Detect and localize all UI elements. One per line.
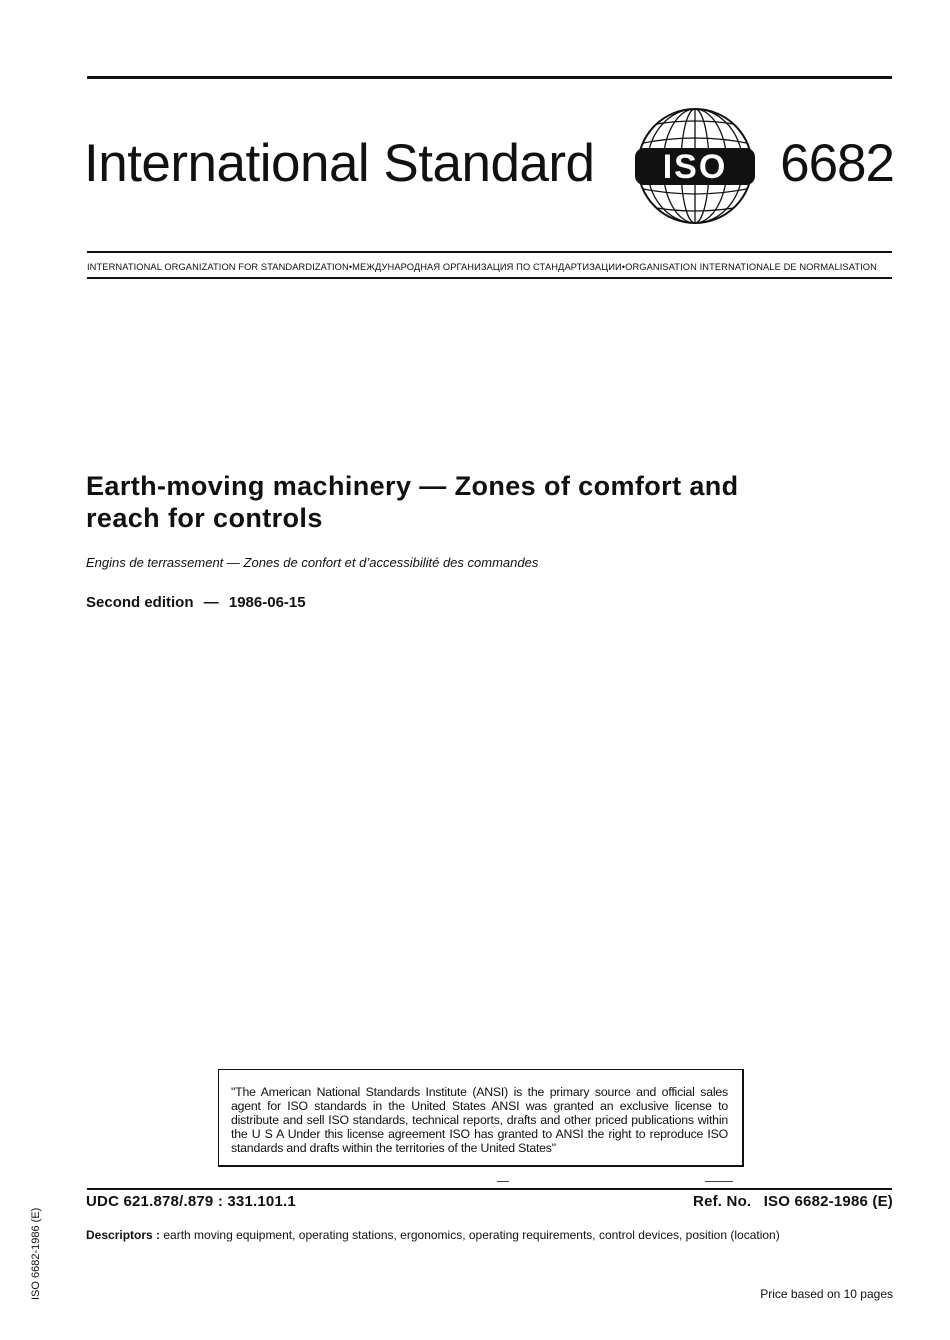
ref-value: ISO 6682-1986 (E) [763, 1193, 893, 1210]
edition-date: 1986-06-15 [228, 594, 306, 611]
ansi-notice-box: "The American National Standards Institute (ANSI) is the primary source and official sales agent for ISO standards in the United States ANSI was granted an exclusive license to distribute and sell ISO standards, technical reports, drafts and other priced publications within the U S A Under this license agreement ISO has granted to ANSI the right to reproduce ISO standards and drafts within the territories of the United States" [218, 1069, 744, 1167]
organization-line: INTERNATIONAL ORGANIZATION FOR STANDARDIZATION•МЕЖДУНАРОДНАЯ ОРГАНИЗАЦИЯ ПО СТАНДАРТИЗАЦИИ•ORGANISATION INTERNATIONALE DE NORMALISATION [87, 262, 877, 272]
ref-label: Ref. No. [693, 1193, 752, 1210]
udc-code: UDC 621.878/.879 : 331.101.1 [86, 1193, 296, 1210]
footer-tick-right [705, 1181, 733, 1182]
page-title: International Standard [84, 134, 595, 193]
side-reference: ISO 6682-1986 (E) [30, 1207, 42, 1300]
iso-logo [635, 106, 755, 226]
edition-info [86, 594, 306, 611]
reference-number [693, 1193, 893, 1210]
edition-separator: — [203, 594, 219, 611]
header-rule-top [87, 251, 892, 253]
standard-number: 6682 [780, 134, 894, 193]
descriptors-label: Descriptors : [86, 1228, 161, 1242]
edition-label: Second edition [86, 594, 194, 611]
descriptors [86, 1228, 780, 1242]
header-rule-bottom [87, 277, 892, 279]
top-rule [87, 76, 892, 79]
document-title: Earth-moving machinery — Zones of comfort and reach for controls [86, 471, 739, 533]
french-subtitle: Engins de terrassement — Zones de confort et d’accessibilité des commandes [86, 555, 539, 570]
footer-rule [87, 1188, 892, 1190]
descriptors-text: earth moving equipment, operating stations, ergonomics, operating requirements, control devices, position (location) [163, 1228, 780, 1242]
logo-text: ISO [662, 148, 728, 186]
footer-tick-left [497, 1181, 509, 1182]
price-note: Price based on 10 pages [760, 1287, 893, 1301]
